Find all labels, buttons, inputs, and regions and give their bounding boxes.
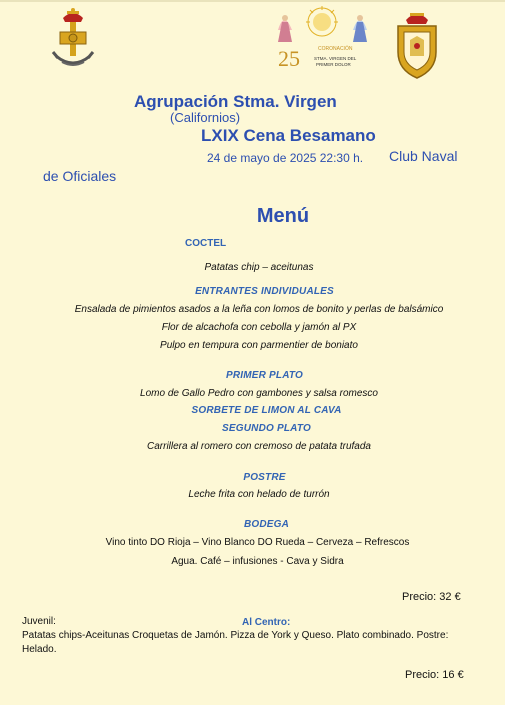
event-title: LXIX Cena Besamano xyxy=(201,126,376,145)
sorbete-line: SORBETE DE LIMON AL CAVA xyxy=(191,405,342,416)
juvenil-label: Juvenil: xyxy=(22,616,56,627)
entrante-item-2: Flor de alcachofa con cebolla y jamón al PX xyxy=(161,322,357,333)
venue-line-2: de Oficiales xyxy=(43,168,117,184)
primer-plato-heading: PRIMER PLATO xyxy=(225,370,304,381)
juvenil-price: Precio: 16 € xyxy=(405,669,464,681)
entrante-item-1: Ensalada de pimientos asados a la leña con lomos de bonito y perlas de balsámico xyxy=(74,304,444,315)
postre-heading: POSTRE xyxy=(243,472,286,483)
coctel-heading: COCTEL xyxy=(185,238,227,249)
event-date: 24 de mayo de 2025 22:30 h. xyxy=(207,151,364,165)
entrante-item-3: Pulpo en tempura con parmentier de boniato xyxy=(160,340,358,351)
segundo-plato-item: Carrillera al romero con cremoso de patata trufada xyxy=(147,441,371,452)
postre-item: Leche frita con helado de turrón xyxy=(188,489,330,500)
page-edge xyxy=(0,0,505,2)
entrantes-heading: ENTRANTES INDIVIDUALES xyxy=(195,286,334,297)
organization-subname: (Californios) xyxy=(170,110,241,125)
menu-title: Menú xyxy=(256,205,310,227)
coctel-item: Patatas chip – aceitunas xyxy=(204,262,314,273)
bodega-item-2: Agua. Café – infusiones - Cava y Sidra xyxy=(171,556,344,567)
bodega-heading: BODEGA xyxy=(243,519,290,530)
svg-text:STMA. VIRGEN DEL: STMA. VIRGEN DEL xyxy=(314,56,357,61)
bodega-item-1: Vino tinto DO Rioja – Vino Blanco DO Rueda – Cerveza – Refrescos xyxy=(105,537,410,548)
segundo-plato-heading: SEGUNDO PLATO xyxy=(222,423,311,434)
left-angel-icon xyxy=(278,15,292,42)
right-angel-icon xyxy=(353,15,367,42)
juvenil-menu-text: Patatas chips-Aceitunas Croquetas de Jamón. Pizza de York y Queso. Plato combinado. Postre: Helado. xyxy=(22,630,449,655)
svg-text:PRIMER DOLOR: PRIMER DOLOR xyxy=(316,62,351,67)
sunburst-icon xyxy=(306,6,338,36)
brotherhood-shield-logo xyxy=(392,8,442,80)
svg-text:CORONACIÓN: CORONACIÓN xyxy=(318,46,353,52)
primer-plato-item: Lomo de Gallo Pedro con gambones y salsa romesco xyxy=(140,388,378,399)
juvenil-location: Al Centro: xyxy=(242,617,291,628)
naval-emblem-logo xyxy=(48,8,98,74)
organization-name: Agrupación Stma. Virgen xyxy=(134,92,337,111)
coronation-25-logo xyxy=(270,4,375,74)
venue-line-1: Club Naval xyxy=(389,148,458,164)
svg-text:25: 25 xyxy=(278,46,300,71)
menu-price: Precio: 32 € xyxy=(402,591,461,603)
